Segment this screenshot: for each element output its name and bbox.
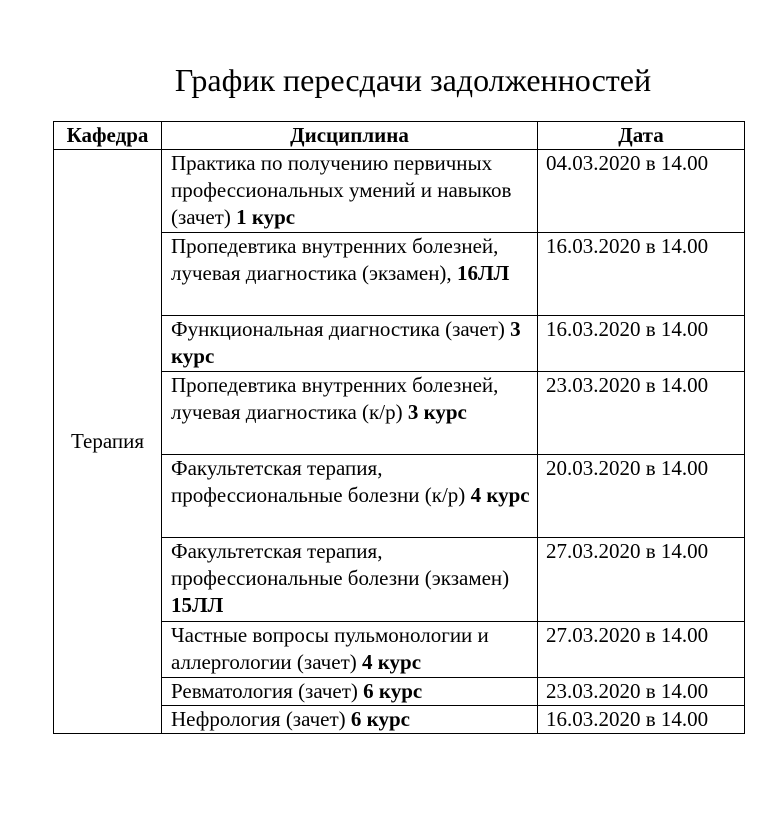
date-cell: 20.03.2020 в 14.00 bbox=[538, 455, 745, 538]
group-text: 15ЛЛ bbox=[171, 593, 224, 617]
discipline-text: Практика по получению первичных профессиональных умений и навыков (зачет) bbox=[171, 151, 512, 229]
column-header-dept: Кафедра bbox=[54, 122, 162, 150]
table-header-row bbox=[54, 122, 745, 150]
discipline-text: Ревматология (зачет) bbox=[171, 679, 364, 703]
schedule-table bbox=[53, 121, 745, 734]
group-text: 6 курс bbox=[350, 707, 410, 731]
discipline-text: Факультетская терапия, профессиональные болезни (к/р) bbox=[171, 456, 471, 507]
discipline-cell bbox=[162, 372, 538, 455]
discipline-text: Частные вопросы пульмонологии и аллергологии (зачет) bbox=[171, 623, 489, 674]
date-cell: 27.03.2020 в 14.00 bbox=[538, 538, 745, 622]
group-text: 1 курс bbox=[236, 205, 296, 229]
column-header-discipline: Дисциплина bbox=[162, 122, 538, 150]
discipline-text: Пропедевтика внутренних болезней, лучевая диагностика (экзамен), bbox=[171, 234, 499, 285]
date-cell: 16.03.2020 в 14.00 bbox=[538, 233, 745, 316]
group-text: 4 курс bbox=[470, 483, 530, 507]
date-cell: 16.03.2020 в 14.00 bbox=[538, 706, 745, 734]
discipline-cell bbox=[162, 316, 538, 372]
column-header-date: Дата bbox=[538, 122, 745, 150]
group-text: 6 курс bbox=[363, 679, 423, 703]
group-text: 3 курс bbox=[171, 317, 521, 368]
discipline-cell bbox=[162, 150, 538, 233]
discipline-text: Функциональная диагностика (зачет) bbox=[171, 317, 511, 341]
page-title: График пересдачи задолженностей bbox=[174, 62, 652, 98]
date-cell: 04.03.2020 в 14.00 bbox=[538, 150, 745, 233]
table-row bbox=[54, 150, 745, 233]
discipline-cell bbox=[162, 233, 538, 316]
discipline-text: Факультетская терапия, профессиональные болезни (экзамен) bbox=[171, 539, 510, 590]
discipline-text: Нефрология (зачет) bbox=[171, 707, 351, 731]
department-cell: Терапия bbox=[54, 150, 162, 734]
discipline-cell bbox=[162, 622, 538, 678]
group-text: 16ЛЛ bbox=[456, 261, 510, 285]
discipline-cell bbox=[162, 455, 538, 538]
group-text: 3 курс bbox=[407, 400, 467, 424]
group-text: 4 курс bbox=[362, 650, 422, 674]
discipline-cell bbox=[162, 706, 538, 734]
date-cell: 27.03.2020 в 14.00 bbox=[538, 622, 745, 678]
date-cell: 16.03.2020 в 14.00 bbox=[538, 316, 745, 372]
date-cell: 23.03.2020 в 14.00 bbox=[538, 372, 745, 455]
discipline-cell bbox=[162, 678, 538, 706]
date-cell: 23.03.2020 в 14.00 bbox=[538, 678, 745, 706]
discipline-text: Пропедевтика внутренних болезней, лучевая диагностика (к/р) bbox=[171, 373, 499, 424]
discipline-cell bbox=[162, 538, 538, 622]
